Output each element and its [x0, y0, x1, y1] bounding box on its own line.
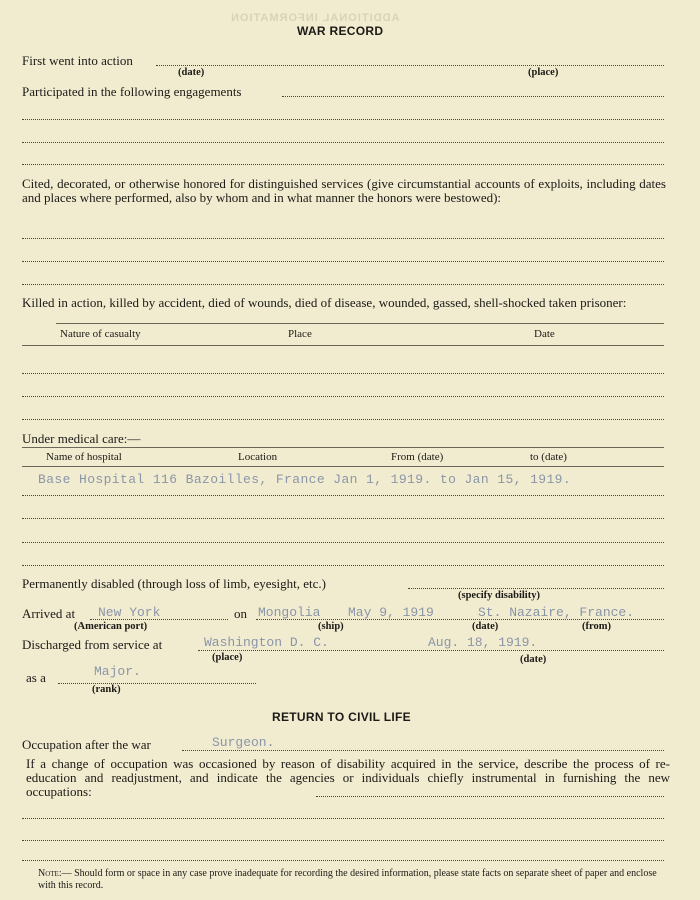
medical-header-rule	[22, 447, 664, 448]
medical-col-location: Location	[238, 451, 278, 463]
first-action-label: First went into action	[22, 53, 133, 68]
arrived-on-label: on	[234, 606, 247, 621]
casualty-header-rule	[56, 323, 664, 324]
arrived-label: Arrived at	[22, 606, 76, 621]
discharged-label: Discharged from service at	[22, 637, 163, 652]
first-action-date-caption: (date)	[178, 67, 205, 78]
rank-label: as a	[26, 670, 46, 685]
change-line-3[interactable]	[22, 840, 664, 841]
change-line-1[interactable]	[316, 796, 664, 797]
casualty-instructions: Killed in action, killed by accident, died of wounds, died of disease, wounded, gassed, shell-shocked taken prisoner:	[22, 295, 627, 310]
discharged-place-value[interactable]: Washington D. C.	[204, 635, 329, 650]
discharged-date-caption: (date)	[520, 654, 547, 665]
first-action-line[interactable]	[156, 65, 664, 66]
engagements-line-3[interactable]	[22, 142, 664, 143]
arrived-date-value[interactable]: May 9, 1919	[348, 605, 434, 620]
medical-entry-typed[interactable]: Base Hospital 116 Bazoilles, France Jan 1, 1919. to Jan 15, 1919.	[38, 472, 572, 487]
note-text: Should form or space in any case prove inadequate for recording the desired information, please state facts on separate sheet of paper and enclose with this record.	[38, 868, 657, 891]
medical-line-4[interactable]	[22, 565, 664, 566]
page-title: WAR RECORD	[297, 24, 384, 38]
arrived-ship-value[interactable]: Mongolia	[258, 605, 321, 620]
disabled-label: Permanently disabled (through loss of limb, eyesight, etc.)	[22, 576, 326, 591]
casualty-col-place: Place	[288, 328, 312, 340]
footer-note	[38, 868, 674, 892]
arrived-from-caption: (from)	[582, 621, 611, 632]
medical-line-2[interactable]	[22, 518, 664, 519]
cited-line-2[interactable]	[22, 261, 664, 262]
casualty-header-bottom-rule	[22, 345, 664, 346]
medical-line-3[interactable]	[22, 542, 664, 543]
cited-instructions: Cited, decorated, or otherwise honored for distinguished services (give circumstantial accounts of exploits, including dates and places where performed, also by whom and in what manner the honors were bestowed):	[22, 176, 666, 205]
rank-value[interactable]: Major.	[94, 664, 141, 679]
occupation-label: Occupation after the war	[22, 737, 151, 752]
arrived-ship-caption: (ship)	[318, 621, 344, 632]
disabled-caption: (specify disability)	[458, 590, 540, 601]
engagements-line-1[interactable]	[282, 96, 664, 97]
rank-caption: (rank)	[92, 684, 121, 695]
change-line-2[interactable]	[22, 818, 664, 819]
arrived-date-caption: (date)	[472, 621, 499, 632]
civil-life-title: RETURN TO CIVIL LIFE	[272, 710, 411, 724]
first-action-place-caption: (place)	[528, 67, 559, 78]
occupation-value[interactable]: Surgeon.	[212, 735, 275, 750]
engagements-line-4[interactable]	[22, 164, 664, 165]
medical-col-from: From (date)	[391, 451, 444, 463]
disabled-line[interactable]	[408, 588, 664, 589]
occupation-line[interactable]	[182, 750, 664, 751]
medical-label: Under medical care:—	[22, 431, 141, 446]
discharged-line[interactable]	[198, 650, 664, 651]
medical-col-to: to (date)	[530, 451, 567, 463]
discharged-place-caption: (place)	[212, 652, 243, 663]
engagements-label: Participated in the following engagements	[22, 84, 242, 99]
casualty-line-3[interactable]	[22, 419, 664, 420]
arrived-from-value[interactable]: St. Nazaire, France.	[478, 605, 635, 620]
change-line-4[interactable]	[22, 860, 664, 861]
cited-line-3[interactable]	[22, 284, 664, 285]
bleed-through-text: ADDITIONAL INFORMATION	[230, 12, 400, 24]
casualty-line-1[interactable]	[22, 373, 664, 374]
change-occupation-instructions: If a change of occupation was occasioned by reason of disability acquired in the service, describe the process of re-education and readjustment, and indicate the agencies or individuals chiefly instrumental in furnishing the new occupations:	[26, 756, 670, 799]
medical-line-1[interactable]	[22, 495, 664, 496]
note-label: Note:—	[38, 868, 72, 879]
medical-header-bottom-rule	[22, 466, 664, 467]
casualty-col-date: Date	[534, 328, 555, 340]
engagements-line-2[interactable]	[22, 119, 664, 120]
cited-line-1[interactable]	[22, 238, 664, 239]
casualty-line-2[interactable]	[22, 396, 664, 397]
arrived-port-caption: (American port)	[74, 621, 148, 632]
arrived-port-value[interactable]: New York	[98, 605, 161, 620]
casualty-col-nature: Nature of casualty	[60, 328, 141, 340]
medical-col-hospital: Name of hospital	[46, 451, 122, 463]
discharged-date-value[interactable]: Aug. 18, 1919.	[428, 635, 538, 650]
rank-line[interactable]	[58, 683, 256, 684]
